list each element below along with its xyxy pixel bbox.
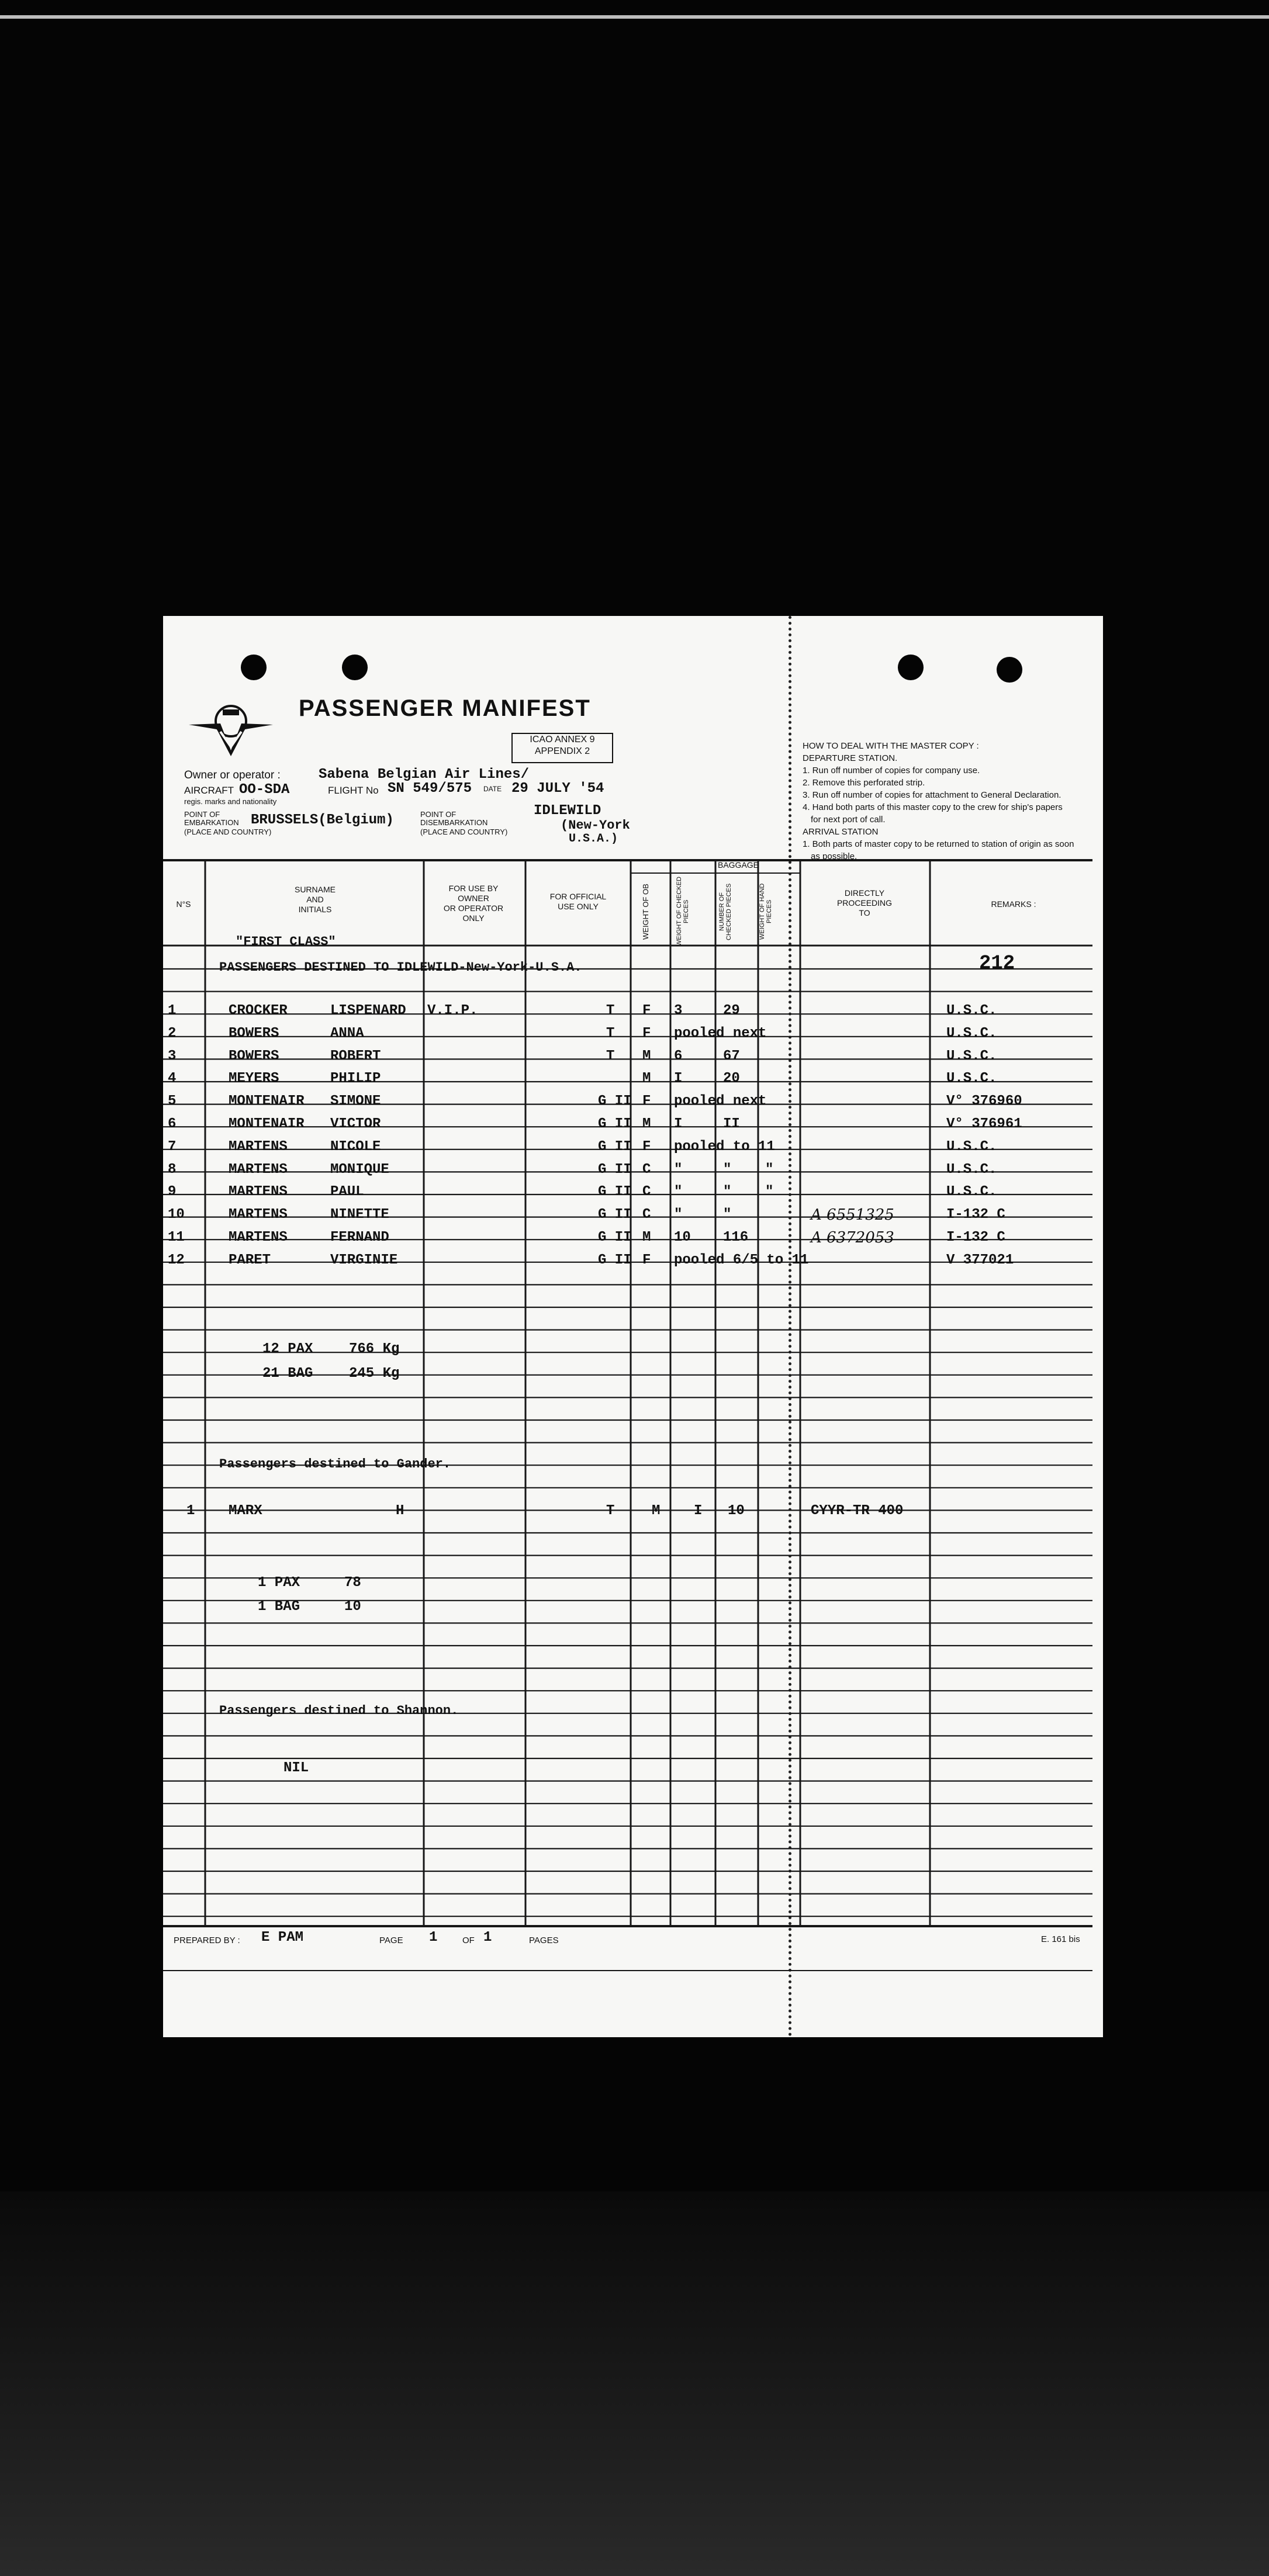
passenger-remarks: U.S.C. — [946, 1184, 997, 1200]
passenger-proc: A 6551325 — [811, 1206, 894, 1224]
passenger-n: 20 — [723, 1071, 740, 1087]
passenger-surname: MONTENAIR — [229, 1116, 305, 1132]
col-official-1: FOR OFFICIAL — [549, 892, 607, 901]
passenger-ob: F — [642, 1252, 651, 1268]
col-owner — [424, 884, 523, 923]
gander-surname: MARX — [229, 1503, 262, 1519]
passenger-h: " — [765, 1161, 774, 1178]
passenger-first: SIMONE — [330, 1093, 381, 1110]
passenger-first: NICOLE — [330, 1138, 381, 1155]
passenger-surname: BOWERS — [229, 1025, 279, 1041]
instr-a1: 1. Both parts of master copy to be returned to station of origin as soon — [803, 839, 1074, 849]
passenger-no: 9 — [168, 1184, 177, 1200]
col-remarks: REMARKS : — [991, 899, 1036, 909]
passenger-n: 29 — [723, 1003, 740, 1019]
passenger-no: 3 — [168, 1048, 177, 1064]
passenger-w: pooled next — [674, 1093, 767, 1110]
section-gander: Passengers destined to Gander. — [219, 1457, 451, 1471]
passenger-no: 4 — [168, 1071, 177, 1087]
instr-departure: DEPARTURE STATION. — [803, 753, 898, 763]
scan-top-line — [0, 15, 1269, 19]
owner-label: Owner or operator : — [184, 769, 281, 781]
col-owner-2: OWNER — [458, 894, 489, 903]
disembark-value: IDLEWILD — [534, 803, 601, 819]
col-no: N°S — [176, 899, 191, 909]
passenger-first: ANNA — [330, 1025, 364, 1041]
aircraft-value: OO-SDA — [239, 782, 290, 798]
passenger-first: LISPENARD — [330, 1003, 406, 1019]
passenger-w: 10 — [674, 1230, 691, 1245]
pages-label: PAGES — [529, 1936, 559, 1945]
passenger-ob: F — [642, 1003, 651, 1019]
col-owner-4: ONLY — [462, 913, 485, 923]
instr-d2: 2. Remove this perforated strip. — [803, 778, 925, 788]
col-official — [525, 892, 631, 912]
passenger-n: 116 — [723, 1230, 749, 1245]
passenger-no: 11 — [168, 1230, 185, 1245]
gander-no: 1 — [186, 1503, 195, 1519]
passenger-no: 8 — [168, 1161, 177, 1178]
passenger-official: G II — [598, 1230, 632, 1245]
passenger-official: T — [606, 1025, 615, 1041]
col-owner-1: FOR USE BY — [448, 884, 499, 893]
passenger-no: 12 — [168, 1252, 185, 1268]
passenger-first: VIRGINIE — [330, 1252, 398, 1268]
passenger-no: 5 — [168, 1093, 177, 1110]
passenger-ob: F — [642, 1093, 651, 1110]
instr-d3: 3. Run off number of copies for attachment to General Declaration. — [803, 790, 1061, 800]
passenger-surname: BOWERS — [229, 1048, 279, 1064]
col-name-1: SURNAME — [294, 885, 336, 894]
passenger-w: I — [674, 1071, 683, 1087]
passenger-no: 6 — [168, 1116, 177, 1132]
passenger-ob: C — [642, 1161, 651, 1178]
passenger-proc: A 6372053 — [811, 1229, 894, 1247]
passenger-no: 10 — [168, 1207, 185, 1223]
passenger-ob: M — [642, 1116, 651, 1132]
passenger-ob: F — [642, 1138, 651, 1155]
passenger-w: " — [674, 1184, 683, 1200]
page-value: 1 — [429, 1930, 438, 1945]
passenger-surname: MARTENS — [229, 1230, 288, 1245]
gander-pax-kg: 78 — [344, 1575, 361, 1591]
icao-annex: ICAO ANNEX 9 — [530, 735, 595, 745]
col-weight-hand: WEIGHT OF HAND PIECES — [759, 883, 773, 940]
passenger-remarks: U.S.C. — [946, 1003, 997, 1019]
form-code: E. 161 bis — [1041, 1934, 1080, 1944]
of-label: OF — [462, 1936, 475, 1945]
passenger-first: ROBERT — [330, 1048, 381, 1064]
passenger-surname: PARET — [229, 1252, 271, 1268]
page-title: PASSENGER MANIFEST — [299, 695, 591, 721]
disembark-value-2: (New-York — [561, 818, 630, 833]
totals-pax-kg: 766 Kg — [349, 1341, 400, 1357]
passenger-remarks: V° 376960 — [946, 1093, 1022, 1110]
passenger-h: " — [765, 1184, 774, 1200]
instr-heading: HOW TO DEAL WITH THE MASTER COPY : — [803, 741, 979, 751]
passenger-no: 2 — [168, 1025, 177, 1041]
passenger-official: T — [606, 1048, 615, 1064]
passenger-owner: V.I.P. — [427, 1003, 478, 1019]
passenger-no: 1 — [168, 1003, 177, 1019]
disembark-label: POINT OF DISEMBARKATION — [420, 810, 488, 827]
instr-d4b: for next port of call. — [811, 815, 886, 825]
manifest-sheet — [163, 616, 1103, 2037]
passenger-surname: CROCKER — [229, 1003, 288, 1019]
totals-bag-label: 21 BAG — [262, 1366, 313, 1382]
passenger-surname: MARTENS — [229, 1161, 288, 1178]
passenger-first: MONIQUE — [330, 1161, 389, 1178]
passenger-official: G II — [598, 1116, 632, 1132]
owner-value: Sabena Belgian Air Lines/ — [319, 767, 530, 783]
embark-label: POINT OF EMBARKATION — [184, 810, 239, 827]
gander-ob: M — [652, 1503, 661, 1519]
passenger-surname: MARTENS — [229, 1138, 288, 1155]
disembark-sub: (PLACE AND COUNTRY) — [420, 827, 508, 836]
passenger-w: 3 — [674, 1003, 683, 1019]
section-idlewild: PASSENGERS DESTINED TO IDLEWILD-New-York-U.S.A. — [219, 960, 582, 975]
passenger-remarks: U.S.C. — [946, 1161, 997, 1178]
col-proc-2: PROCEEDING — [836, 898, 893, 908]
scan-bottom-band — [0, 2191, 1269, 2576]
instr-d1: 1. Run off number of copies for company use. — [803, 766, 980, 775]
gander-bag-label: 1 BAG — [258, 1599, 300, 1615]
instr-d4: 4. Hand both parts of this master copy to the crew for ship's papers — [803, 802, 1063, 812]
passenger-remarks: V 377021 — [946, 1252, 1014, 1268]
passenger-no: 7 — [168, 1138, 177, 1155]
col-weight-ob: WEIGHT OF OB — [641, 884, 650, 940]
gander-official: T — [606, 1503, 615, 1519]
totals-pax-label: 12 PAX — [262, 1341, 313, 1357]
gander-proc: CYYR-TR 400 — [811, 1503, 904, 1519]
date-label: DATE — [483, 785, 502, 793]
passenger-surname: MARTENS — [229, 1207, 288, 1223]
flight-value: SN 549/575 — [388, 781, 472, 797]
passenger-official: G II — [598, 1184, 632, 1200]
col-proceeding — [800, 888, 929, 918]
passenger-official: G II — [598, 1207, 632, 1223]
passenger-remarks: U.S.C. — [946, 1138, 997, 1155]
passenger-w: pooled 6/5 to 11 — [674, 1252, 809, 1268]
passenger-ob: C — [642, 1184, 651, 1200]
passenger-first: FERNAND — [330, 1230, 389, 1245]
passenger-official: G II — [598, 1252, 632, 1268]
passenger-ob: M — [642, 1230, 651, 1245]
passenger-official: G II — [598, 1138, 632, 1155]
passenger-first: PHILIP — [330, 1071, 381, 1087]
passenger-remarks: U.S.C. — [946, 1048, 997, 1064]
passenger-remarks: V° 376961 — [946, 1116, 1022, 1132]
icao-appendix: APPENDIX 2 — [534, 746, 590, 756]
passenger-n: " — [723, 1184, 732, 1200]
prepared-label: PREPARED BY : — [174, 1936, 240, 1945]
col-name — [204, 885, 426, 915]
instr-arrival: ARRIVAL STATION — [803, 827, 879, 837]
passenger-w: I — [674, 1116, 683, 1132]
passenger-ob: F — [642, 1025, 651, 1041]
gander-n: 10 — [728, 1503, 745, 1519]
col-name-3: INITIALS — [298, 905, 332, 914]
passenger-n: II — [723, 1116, 740, 1132]
passenger-n: " — [723, 1207, 732, 1223]
col-proc-3: TO — [859, 908, 870, 917]
passenger-n: " — [723, 1161, 732, 1178]
manifest-table-grid — [163, 616, 1103, 2037]
col-proc-1: DIRECTLY — [844, 888, 885, 898]
col-owner-3: OR OPERATOR — [443, 903, 504, 913]
passenger-w: pooled to 11 — [674, 1138, 775, 1155]
passenger-first: PAUL — [330, 1184, 364, 1200]
gander-first: H — [396, 1503, 404, 1519]
passenger-official: T — [606, 1003, 615, 1019]
passenger-remarks: I-132 C — [946, 1207, 1005, 1223]
passenger-w: 6 — [674, 1048, 683, 1064]
passenger-surname: MEYERS — [229, 1071, 279, 1087]
page-label: PAGE — [379, 1936, 403, 1945]
passenger-surname: MONTENAIR — [229, 1093, 305, 1110]
regis-label: regis. marks and nationality — [184, 797, 277, 806]
passenger-n: 67 — [723, 1048, 740, 1064]
gander-pax-label: 1 PAX — [258, 1575, 300, 1591]
flight-label: FLIGHT No — [328, 785, 379, 796]
col-name-2: AND — [306, 895, 324, 904]
embark-value: BRUSSELS(Belgium) — [251, 812, 394, 828]
gander-bag-kg: 10 — [344, 1599, 361, 1615]
nil-entry: NIL — [283, 1760, 309, 1776]
embark-sub: (PLACE AND COUNTRY) — [184, 827, 272, 836]
page-number: 212 — [979, 953, 1015, 975]
passenger-w: pooled next — [674, 1025, 767, 1041]
passenger-first: NINETTE — [330, 1207, 389, 1223]
aircraft-label: AIRCRAFT — [184, 785, 234, 796]
passenger-remarks: U.S.C. — [946, 1071, 997, 1087]
gander-w: I — [694, 1503, 703, 1519]
passenger-remarks: U.S.C. — [946, 1025, 997, 1041]
passenger-ob: M — [642, 1048, 651, 1064]
passenger-surname: MARTENS — [229, 1184, 288, 1200]
section-shannon: Passengers destined to Shannon. — [219, 1704, 459, 1718]
passenger-w: " — [674, 1207, 683, 1223]
passenger-w: " — [674, 1161, 683, 1178]
date-value: 29 JULY '54 — [511, 781, 604, 797]
passenger-ob: M — [642, 1071, 651, 1087]
of-value: 1 — [483, 1930, 492, 1945]
prepared-value: E PAM — [261, 1930, 304, 1945]
passenger-official: G II — [598, 1093, 632, 1110]
passenger-official: G II — [598, 1161, 632, 1178]
passenger-first: VICTOR — [330, 1116, 381, 1132]
col-number-checked: NUMBER OF CHECKED PIECES — [718, 883, 732, 940]
instr-a1b: as possible. — [811, 851, 857, 861]
col-baggage: BAGGAGE — [717, 860, 759, 870]
col-weight-checked: WEIGHT OF CHECKED PIECES — [676, 877, 690, 947]
passenger-remarks: I-132 C — [946, 1230, 1005, 1245]
passenger-ob: C — [642, 1207, 651, 1223]
col-official-2: USE ONLY — [558, 902, 599, 911]
disembark-value-3: U.S.A.) — [569, 832, 618, 846]
totals-bag-kg: 245 Kg — [349, 1366, 400, 1382]
class-label: "FIRST CLASS" — [236, 934, 336, 949]
